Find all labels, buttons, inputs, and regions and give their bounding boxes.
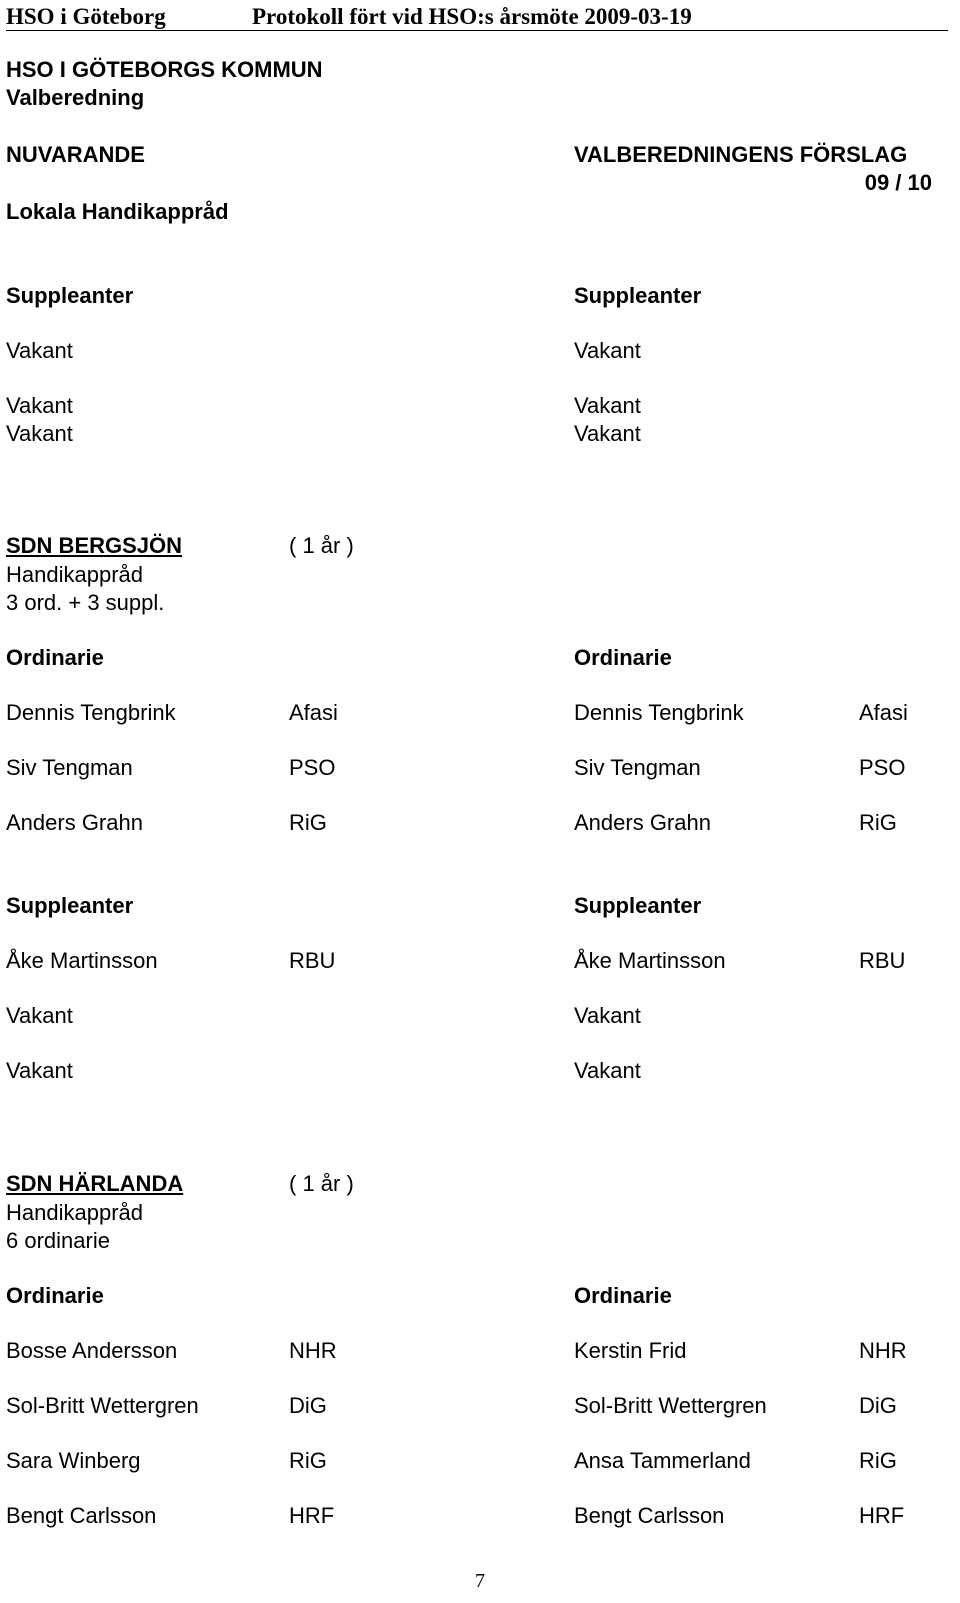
term: ( 1 år )	[289, 533, 354, 558]
member-org: RiG	[859, 1448, 897, 1473]
member-name: Sol-Britt Wettergren	[574, 1393, 767, 1418]
section-title-lokala: Lokala Handikappråd	[6, 199, 229, 224]
seat-count: 3 ord. + 3 suppl.	[6, 590, 165, 615]
ordinarie-label: Ordinarie	[574, 1283, 672, 1308]
member-name: Bengt Carlsson	[6, 1503, 157, 1528]
ordinarie-label: Ordinarie	[6, 1283, 104, 1308]
member-name: Åke Martinsson	[574, 948, 726, 973]
member-name: Sara Winberg	[6, 1448, 141, 1473]
member-org: Afasi	[289, 700, 338, 725]
member-name: Vakant	[574, 421, 641, 446]
member-org: RBU	[859, 948, 906, 973]
member-org: RBU	[289, 948, 336, 973]
suppleanter-label: Suppleanter	[574, 893, 702, 918]
page-number: 7	[475, 1570, 485, 1592]
member-name: Sol-Britt Wettergren	[6, 1393, 199, 1418]
member-name: Vakant	[574, 1003, 641, 1028]
member-name: Vakant	[6, 1058, 73, 1083]
member-name: Bosse Andersson	[6, 1338, 178, 1363]
ordinarie-label: Ordinarie	[6, 645, 104, 670]
member-name: Vakant	[6, 1003, 73, 1028]
org-name: HSO I GÖTEBORGS KOMMUN	[6, 57, 323, 82]
member-name: Siv Tengman	[6, 755, 133, 780]
section-subtitle: Handikappråd	[6, 1200, 143, 1225]
period: 09 / 10	[864, 170, 932, 195]
member-name: Vakant	[6, 338, 73, 363]
column-proposal-heading: VALBEREDNINGENS FÖRSLAG	[574, 142, 908, 167]
header-org: HSO i Göteborg	[6, 4, 166, 29]
member-org: HRF	[859, 1503, 905, 1528]
seat-count: 6 ordinarie	[6, 1228, 110, 1253]
member-org: DiG	[859, 1393, 897, 1418]
member-org: RiG	[289, 810, 327, 835]
member-name: Ansa Tammerland	[574, 1448, 751, 1473]
member-name: Dennis Tengbrink	[6, 700, 176, 725]
suppleanter-label: Suppleanter	[6, 893, 134, 918]
suppleanter-label: Suppleanter	[574, 283, 702, 308]
member-name: Vakant	[574, 1058, 641, 1083]
header-title: Protokoll fört vid HSO:s årsmöte 2009-03-19	[252, 4, 692, 29]
org-unit: Valberedning	[6, 85, 145, 110]
term: ( 1 år )	[289, 1171, 354, 1196]
member-org: DiG	[289, 1393, 327, 1418]
section-title-bergsjon: SDN BERGSJÖN	[6, 533, 183, 558]
column-current-heading: NUVARANDE	[6, 142, 145, 167]
page-header	[6, 4, 948, 31]
member-name: Anders Grahn	[6, 810, 143, 835]
member-name: Anders Grahn	[574, 810, 711, 835]
member-name: Vakant	[6, 421, 73, 446]
member-name: Vakant	[574, 393, 641, 418]
member-org: PSO	[859, 755, 906, 780]
ordinarie-label: Ordinarie	[574, 645, 672, 670]
member-org: NHR	[289, 1338, 337, 1363]
member-org: RiG	[859, 810, 897, 835]
section-subtitle: Handikappråd	[6, 562, 143, 587]
member-name: Dennis Tengbrink	[574, 700, 744, 725]
member-name: Vakant	[574, 338, 641, 363]
member-name: Åke Martinsson	[6, 948, 158, 973]
member-org: HRF	[289, 1503, 335, 1528]
member-name: Kerstin Frid	[574, 1338, 687, 1363]
member-org: RiG	[289, 1448, 327, 1473]
member-name: Bengt Carlsson	[574, 1503, 725, 1528]
member-org: Afasi	[859, 700, 908, 725]
suppleanter-label: Suppleanter	[6, 283, 134, 308]
member-name: Siv Tengman	[574, 755, 701, 780]
member-name: Vakant	[6, 393, 73, 418]
member-org: NHR	[859, 1338, 907, 1363]
section-title-harlanda: SDN HÄRLANDA	[6, 1171, 184, 1196]
member-org: PSO	[289, 755, 336, 780]
